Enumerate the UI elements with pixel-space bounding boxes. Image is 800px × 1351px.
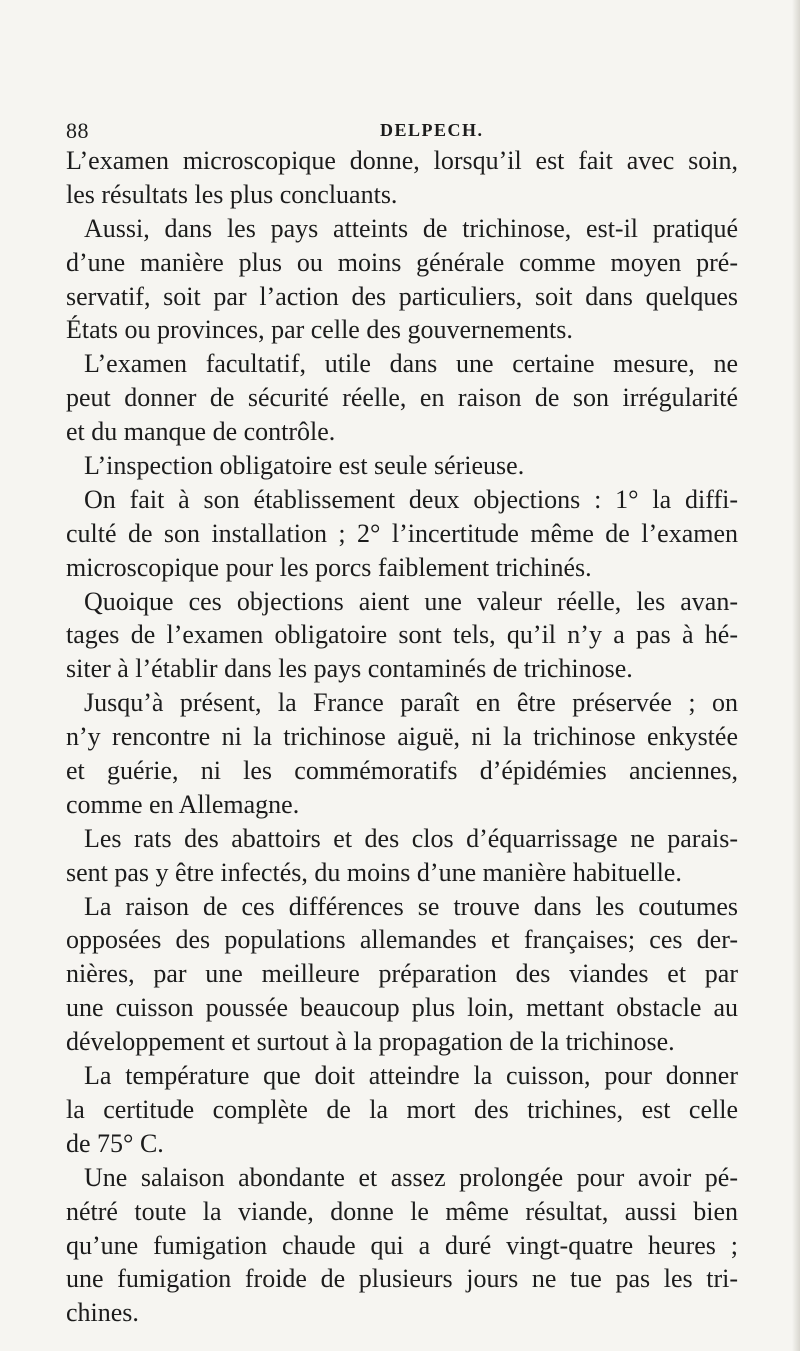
- text-line: opposées des populations allemandes et françaises; ces der-: [66, 925, 738, 955]
- text-line: de 75° C.: [66, 1128, 164, 1158]
- text-line: La température que doit atteindre la cuisson, pour donner: [84, 1061, 738, 1091]
- text-line: développement et surtout à la propagation de la trichinose.: [66, 1027, 675, 1057]
- text-line: une fumigation froide de plusieurs jours ne tue pas les tri-: [66, 1264, 738, 1294]
- text-line: Aussi, dans les pays atteints de trichinose, est-il pratiqué: [84, 213, 738, 243]
- text-line: microscopique pour les porcs faiblement trichinés.: [66, 552, 592, 582]
- running-head: DELPECH.: [380, 120, 484, 140]
- text-line: d’une manière plus ou moins générale comme moyen pré-: [66, 247, 738, 277]
- text-line: les résultats les plus concluants.: [66, 179, 398, 209]
- text-line: la certitude complète de la mort des trichines, est celle: [66, 1094, 738, 1124]
- text-line: culté de son installation ; 2° l’incertitude même de l’examen: [66, 518, 738, 548]
- text-line: Les rats des abattoirs et des clos d’équarrissage ne parais-: [84, 823, 738, 853]
- text-line: nières, par une meilleure préparation des viandes et par: [66, 959, 738, 989]
- text-line: et guérie, ni les commémoratifs d’épidémies anciennes,: [66, 756, 738, 786]
- text-line: peut donner de sécurité réelle, en raison de son irrégularité: [66, 383, 738, 413]
- text-line: chines.: [66, 1298, 139, 1328]
- text-line: et du manque de contrôle.: [66, 417, 336, 447]
- text-line: servatif, soit par l’action des particuliers, soit dans quelques: [66, 281, 738, 311]
- page-header: [66, 118, 766, 144]
- text-line: États ou provinces, par celle des gouvernements.: [66, 315, 573, 345]
- text-line: Une salaison abondante et assez prolongée pour avoir pé-: [84, 1162, 738, 1192]
- body-text: [66, 144, 738, 1330]
- text-line: une cuisson poussée beaucoup plus loin, mettant obstacle au: [66, 993, 738, 1023]
- text-line: tages de l’examen obligatoire sont tels, qu’il n’y a pas à hé-: [66, 620, 738, 650]
- text-line: La raison de ces différences se trouve dans les coutumes: [84, 891, 738, 921]
- text-line: comme en Allemagne.: [66, 789, 300, 819]
- text-line: n’y rencontre ni la trichinose aiguë, ni la trichinose enkystée: [66, 722, 738, 752]
- text-line: Jusqu’à présent, la France paraît en être préservée ; on: [84, 688, 738, 718]
- page-edge: [792, 0, 800, 1351]
- text-line: nétré toute la viande, donne le même résultat, aussi bien: [66, 1196, 738, 1226]
- text-line: Quoique ces objections aient une valeur réelle, les avan-: [84, 586, 738, 616]
- page-number: 88: [66, 118, 89, 143]
- text-line: L’inspection obligatoire est seule sérieuse.: [84, 451, 525, 481]
- text-line: qu’une fumigation chaude qui a duré vingt-quatre heures ;: [66, 1230, 738, 1260]
- text-line: siter à l’établir dans les pays contaminés de trichinose.: [66, 654, 633, 684]
- text-line: L’examen facultatif, utile dans une certaine mesure, ne: [84, 349, 738, 379]
- text-line: L’examen microscopique donne, lorsqu’il est fait avec soin,: [66, 146, 738, 175]
- text-line: sent pas y être infectés, du moins d’une manière habituelle.: [66, 857, 682, 887]
- text-line: On fait à son établissement deux objections : 1° la diffi-: [84, 484, 738, 514]
